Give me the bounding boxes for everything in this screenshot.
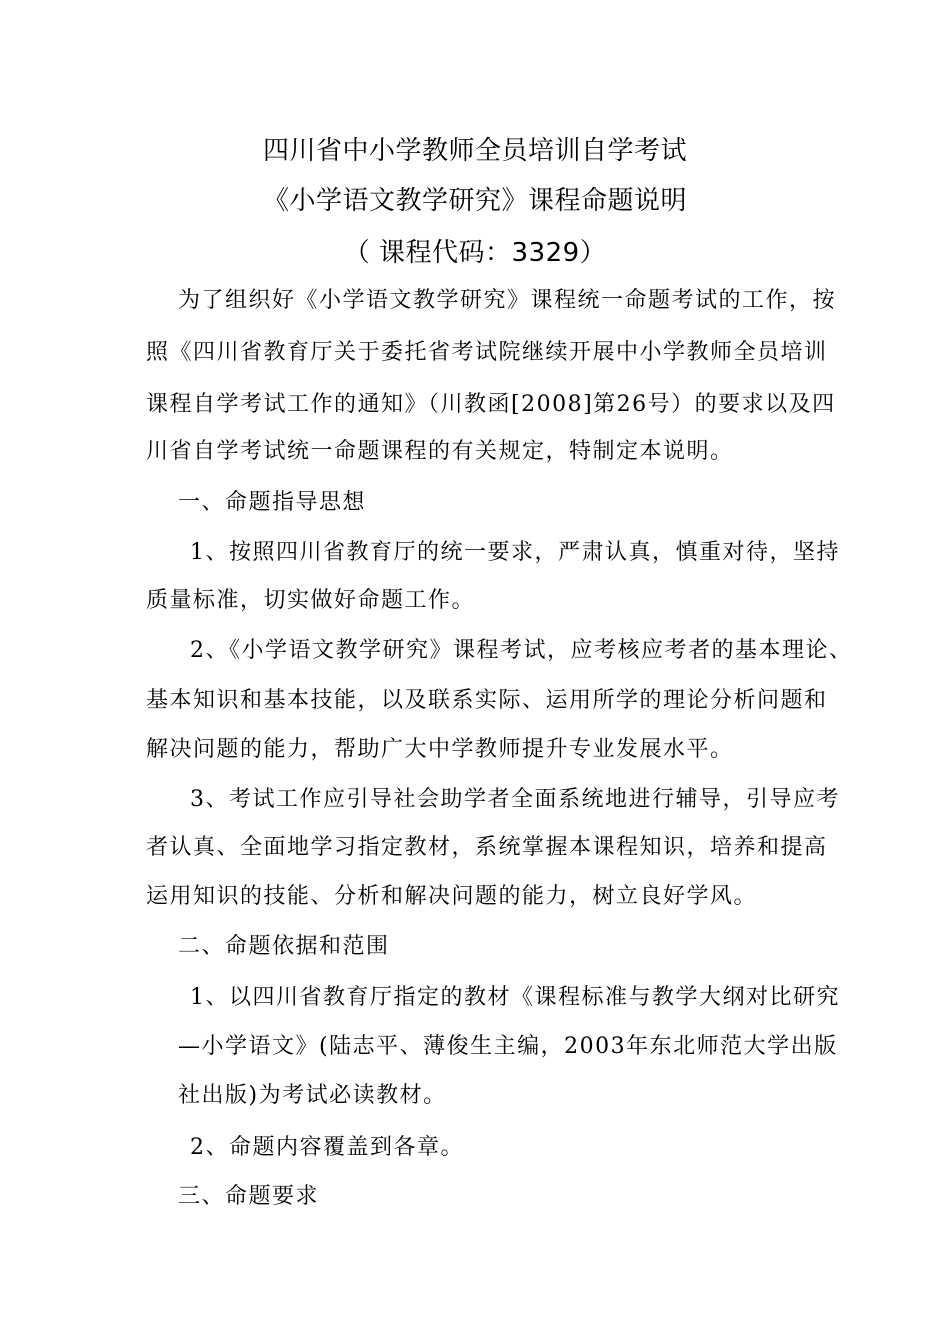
body-line: 照《四川省教育厅关于委托省考试院继续开展中小学教师全员培训 [146,340,828,365]
body-line: 为了组织好《小学语文教学研究》课程统一命题考试的工作，按 [178,288,837,313]
document-title-line-2: 《小学语文教学研究》课程命题说明 [262,186,687,216]
body-line: 川省自学考试统一命题课程的有关规定，特制定本说明。 [146,439,734,464]
section-heading-1: 一、命题指导思想 [178,490,367,515]
body-line: 课程自学考试工作的通知》（川教函[2008]第26号）的要求以及四 [146,392,836,417]
body-line: 者认真、全面地学习指定教材，系统掌握本课程知识，培养和提高 [146,835,828,860]
document-title-line-1: 四川省中小学教师全员培训自学考试 [262,136,687,166]
body-line: 基本知识和基本技能，以及联系实际、运用所学的理论分析问题和 [146,688,828,713]
body-line: 3、考试工作应引导社会助学者全面系统地进行辅导，引导应考 [190,787,840,812]
body-line: 解决问题的能力，帮助广大中学教师提升专业发展水平。 [146,737,734,762]
body-line: —小学语文》(陆志平、薄俊生主编，2003年东北师范大学出版 [178,1034,838,1059]
section-heading-3: 三、命题要求 [178,1184,320,1209]
body-line: 社出版)为考试必读教材。 [178,1083,447,1108]
section-heading-2: 二、命题依据和范围 [178,934,390,959]
body-line: 运用知识的技能、分析和解决问题的能力，树立良好学风。 [146,884,758,909]
body-line: 1、按照四川省教育厅的统一要求，严肃认真，慎重对待，坚持 [190,540,840,565]
body-line: 2、《小学语文教学研究》课程考试，应考核应考者的基本理论、 [190,638,853,663]
body-line: 1、以四川省教育厅指定的教材《课程标准与教学大纲对比研究 [190,985,840,1010]
body-line: 质量标准，切实做好命题工作。 [146,588,476,613]
document-title-course-code: （ 课程代码：3329） [343,238,607,268]
body-line: 2、命题内容覆盖到各章。 [190,1135,464,1160]
